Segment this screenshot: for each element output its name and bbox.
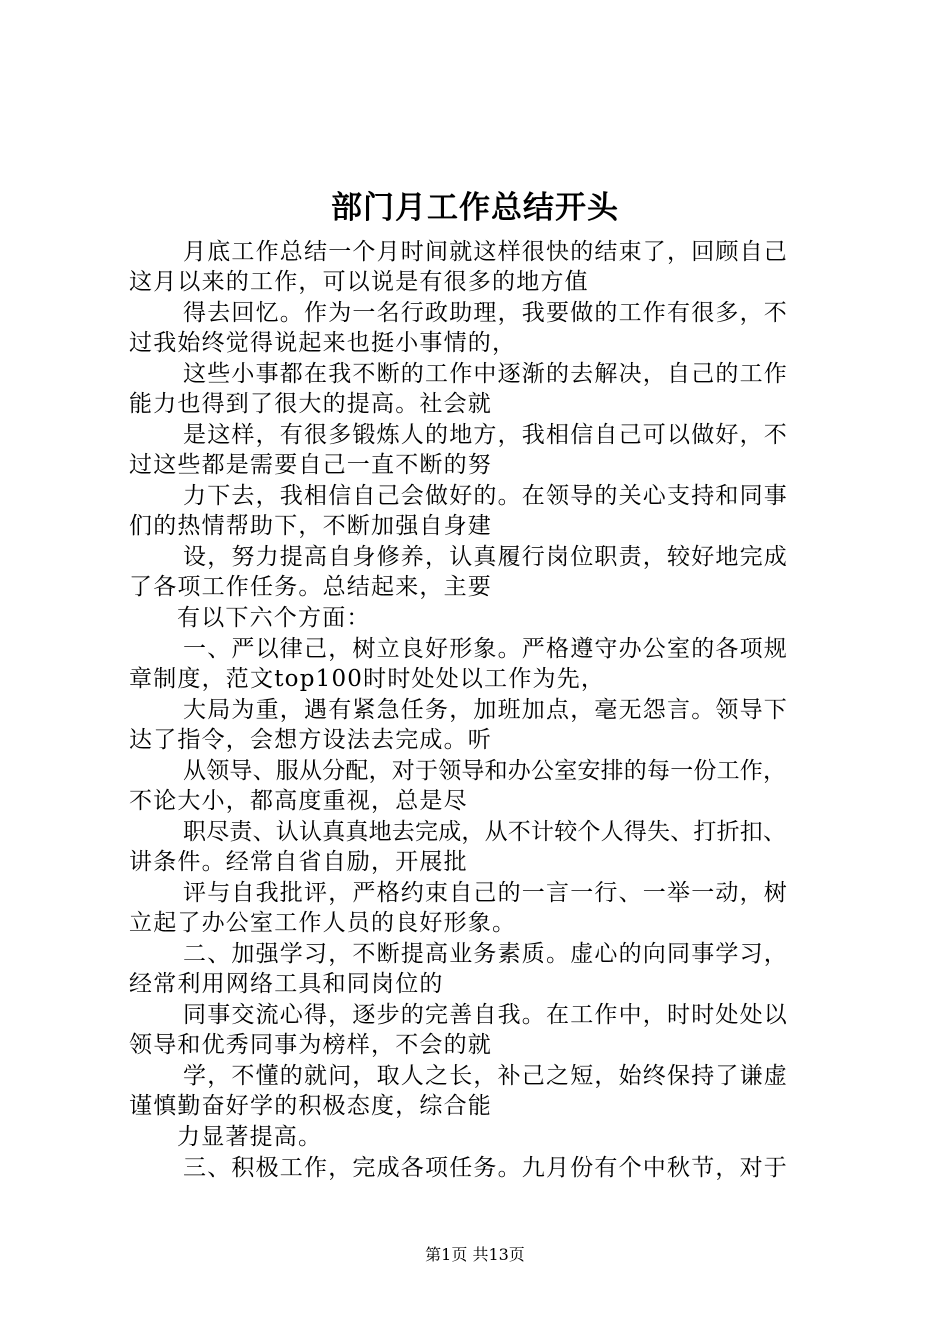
paragraph-line: 立起了办公室工作人员的良好形象。 xyxy=(129,910,517,936)
paragraph-line: 得去回忆。作为一名行政助理，我要做的工作有很多，不 xyxy=(183,300,788,326)
paragraph-line: 过这些都是需要自己一直不断的努 xyxy=(129,452,492,478)
paragraph-line: 学，不懂的就问，取人之长，补己之短，始终保持了谦虚 xyxy=(183,1063,788,1089)
page-number-footer: 第1页 共13页 xyxy=(425,1245,525,1264)
paragraph-line: 谨慎勤奋好学的积极态度，综合能 xyxy=(129,1093,492,1119)
paragraph-line: 评与自我批评，严格约束自己的一言一行、一举一动，树 xyxy=(183,880,788,906)
paragraph-line: 力下去，我相信自己会做好的。在领导的关心支持和同事 xyxy=(183,483,788,509)
paragraph-line: 不论大小，都高度重视，总是尽 xyxy=(129,788,468,814)
paragraph-line: 一、严以律己，树立良好形象。严格遵守办公室的各项规 xyxy=(183,636,788,662)
paragraph-line: 三、积极工作，完成各项任务。九月份有个中秋节，对于 xyxy=(183,1155,788,1181)
document-title: 部门月工作总结开头 xyxy=(331,190,619,226)
paragraph-line: 这些小事都在我不断的工作中逐渐的去解决，自己的工作 xyxy=(183,361,788,387)
paragraph-line: 同事交流心得，逐步的完善自我。在工作中，时时处处以 xyxy=(183,1002,788,1028)
paragraph-line: 达了指令，会想方设法去完成。听 xyxy=(129,727,492,753)
paragraph-line: 有以下六个方面： xyxy=(177,605,371,631)
paragraph-line: 经常利用网络工具和同岗位的 xyxy=(129,971,444,997)
paragraph-line: 力显著提高。 xyxy=(177,1124,323,1150)
paragraph-line: 二、加强学习，不断提高业务素质。虚心的向同事学习， xyxy=(183,941,788,967)
paragraph-line: 从领导、服从分配，对于领导和办公室安排的每一份工作， xyxy=(183,758,787,784)
document-body xyxy=(0,238,950,1198)
paragraph-line: 章制度，范文top100时时处处以工作为先， xyxy=(129,666,606,692)
paragraph-line: 这月以来的工作，可以说是有很多的地方值 xyxy=(129,269,589,295)
paragraph-line: 过我始终觉得说起来也挺小事情的， xyxy=(129,330,517,356)
paragraph-line: 讲条件。经常自省自励，开展批 xyxy=(129,849,468,875)
paragraph-line: 设，努力提高自身修养，认真履行岗位职责，较好地完成 xyxy=(183,544,788,570)
paragraph-line: 月底工作总结一个月时间就这样很快的结束了，回顾自己 xyxy=(183,239,788,265)
paragraph-line: 大局为重，遇有紧急任务，加班加点，毫无怨言。领导下 xyxy=(183,697,788,723)
paragraph-line: 了各项工作任务。总结起来，主要 xyxy=(129,574,492,600)
paragraph-line: 职尽责、认认真真地去完成，从不计较个人得失、打折扣、 xyxy=(183,819,787,845)
paragraph-line: 们的热情帮助下，不断加强自身建 xyxy=(129,513,492,539)
paragraph-line: 是这样，有很多锻炼人的地方，我相信自己可以做好，不 xyxy=(183,422,788,448)
paragraph-line: 领导和优秀同事为榜样，不会的就 xyxy=(129,1032,492,1058)
paragraph-line: 能力也得到了很大的提高。社会就 xyxy=(129,391,492,417)
